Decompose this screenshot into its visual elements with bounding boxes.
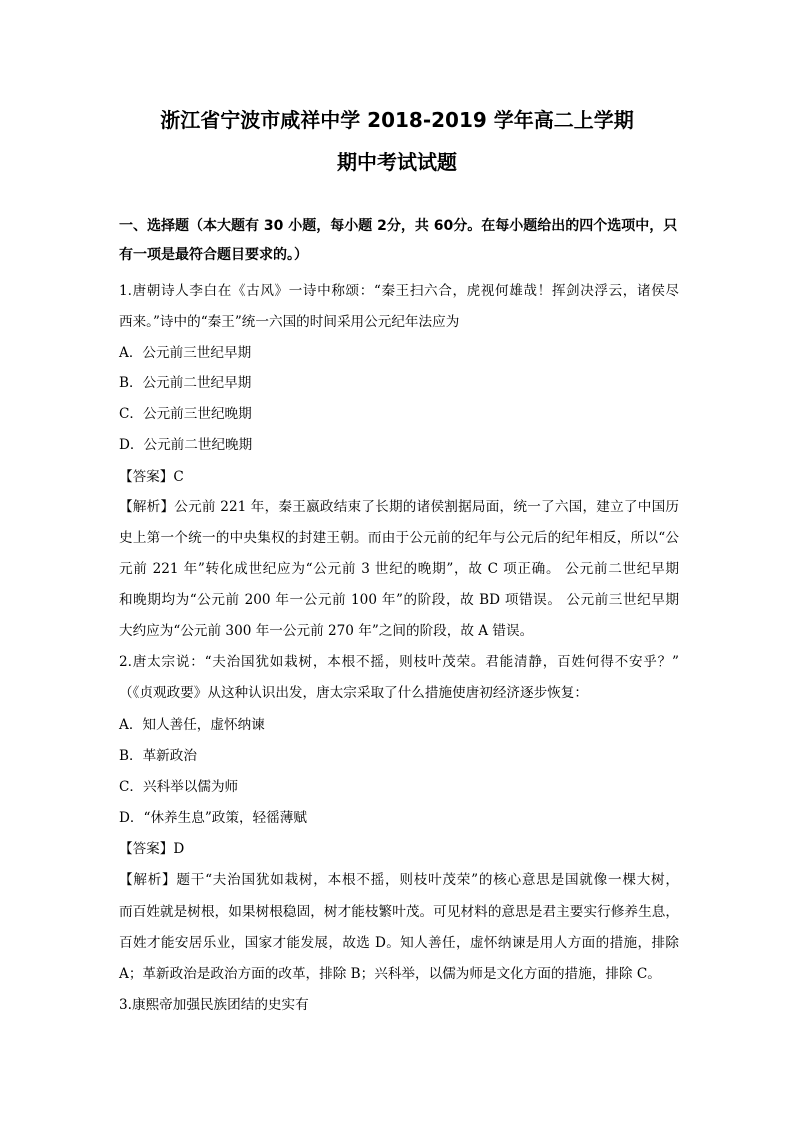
- q1-analysis-line5: 大约应为“公元前 300 年一公元前 270 年”之间的阶段，故 A 错误。: [119, 623, 534, 639]
- q1-analysis-line3: 元前 221 年”转化成世纪应为“公元前 3 世纪的晚期”，故 C 项正确。 公元前二世纪早期: [119, 561, 679, 577]
- document-title-line2: 期中考试试题: [337, 150, 457, 174]
- q1-analysis-line1: 【解析】公元前 221 年，秦王嬴政结束了长期的诸侯割据局面，统一了六国，建立了中国历: [119, 499, 679, 515]
- q1-option-c: C．公元前三世纪晚期: [119, 406, 252, 422]
- q1-option-b: B．公元前二世纪早期: [119, 375, 252, 391]
- q1-answer: 【答案】C: [119, 469, 184, 485]
- q1-analysis-line2: 史上第一个统一的中央集权的封建王朝。而由于公元前的纪年与公元后的纪年相反，所以“公: [119, 530, 679, 546]
- q2-analysis-line3: 百姓才能安居乐业，国家才能发展，故选 D。知人善任，虚怀纳谏是用人方面的措施，排除: [119, 935, 679, 951]
- q2-analysis-line4: A；革新政治是政治方面的改革，排除 B；兴科举，以儒为师是文化方面的措施，排除 C。: [119, 966, 661, 982]
- q2-option-d: D．“休养生息”政策，轻徭薄赋: [119, 810, 307, 826]
- q1-analysis-line4: 和晚期均为“公元前 200 年一公元前 100 年”的阶段，故 BD 项错误。 公元前三世纪早期: [119, 592, 679, 608]
- document-title-line1: 浙江省宁波市咸祥中学 2018-2019 学年高二上学期: [160, 108, 634, 132]
- q1-option-a: A．公元前三世纪早期: [119, 345, 252, 361]
- q2-stem-line2: （《贞观政要》从这种认识出发，唐太宗采取了什么措施使唐初经济逐步恢复：: [119, 685, 588, 701]
- section-header-line1: 一、选择题（本大题有 30 小题，每小题 2分，共 60分。在每小题给出的四个选项中，只: [119, 218, 678, 234]
- q1-stem-line2: 西来。”诗中的“秦王”统一六国的时间采用公元纪年法应为: [119, 314, 460, 330]
- q2-stem-line1: 2.唐太宗说：“夫治国犹如栽树，本根不摇，则枝叶茂荣。君能清静，百姓何得不安乎？”: [119, 654, 679, 670]
- q1-stem-line1: 1.唐朝诗人李白在《古风》一诗中称颂：“秦王扫六合，虎视何雄哉！挥剑决浮云，诸侯尽: [119, 283, 679, 299]
- q2-option-c: C．兴科举以儒为师: [119, 779, 239, 795]
- section-header-line2: 有一项是最符合题目要求的。）: [119, 247, 308, 263]
- q3-stem-line1: 3.康熙帝加强民族团结的史实有: [119, 997, 309, 1013]
- q2-answer: 【答案】D: [119, 841, 185, 857]
- q2-analysis-line1: 【解析】题干“夫治国犹如栽树，本根不摇，则枝叶茂荣”的核心意思是国就像一棵大树，: [119, 872, 679, 888]
- q1-option-d: D．公元前二世纪晚期: [119, 437, 253, 453]
- q2-option-b: B．革新政治: [119, 748, 197, 764]
- q2-analysis-line2: 而百姓就是树根，如果树根稳固，树才能枝繁叶茂。可见材料的意思是君主要实行修养生息，: [119, 904, 679, 920]
- q2-option-a: A．知人善任，虚怀纳谏: [119, 717, 265, 733]
